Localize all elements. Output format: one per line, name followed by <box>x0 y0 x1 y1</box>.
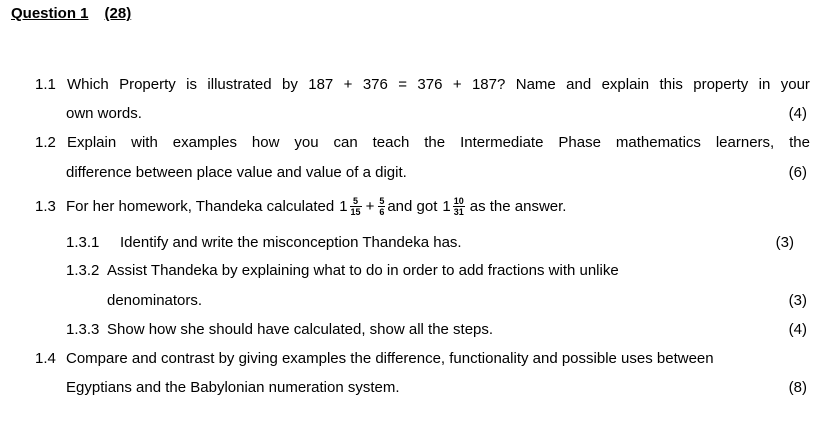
q1-2-word: you <box>294 134 319 151</box>
q1-4-text: Compare and contrast by giving examples the difference, functionality and possible uses between <box>66 350 714 367</box>
q1-1-word: + <box>343 76 353 93</box>
q1-1-word: + <box>452 76 462 93</box>
fraction-5-15 <box>350 196 362 217</box>
q1-3-text-before: For her homework, Thandeka calculated <box>66 198 335 215</box>
q1-2-word: examples <box>172 134 237 151</box>
q1-1-word: Which <box>67 76 109 93</box>
q1-2-marks: (6) <box>788 164 807 181</box>
q1-4-number: 1.4 <box>35 350 56 367</box>
fraction-numerator: 5 <box>379 195 385 206</box>
q1-3-3-number: 1.3.3 <box>66 321 100 338</box>
q1-1-number: 1.1 <box>35 76 56 93</box>
question-total-marks: (28) <box>104 5 132 22</box>
q1-3-text-after: as the answer. <box>469 198 567 215</box>
plus-sign: + <box>365 198 375 215</box>
fraction-denominator: 6 <box>379 206 385 217</box>
q1-1-word: = <box>398 76 407 93</box>
q1-1-word: 376 <box>362 76 388 93</box>
q1-1-line1 <box>67 76 810 94</box>
q1-2-word: teach <box>372 134 410 151</box>
q1-2-word: Explain <box>67 134 117 151</box>
q1-1-word: 376 <box>417 76 443 93</box>
fraction-5-6 <box>378 196 385 217</box>
q1-3-2-text: Assist Thandeka by explaining what to do in order to add fractions with unlike <box>107 262 619 279</box>
q1-2-word: the <box>789 134 810 151</box>
q1-2-line2: difference between place value and value of a digit. <box>66 164 407 181</box>
q1-3-2-marks: (3) <box>788 292 807 309</box>
q1-1-word: your <box>780 76 810 93</box>
q1-2-word: the <box>424 134 446 151</box>
q1-3-2-line2: denominators. <box>107 292 203 309</box>
q1-1-marks: (4) <box>788 105 807 122</box>
q1-2-word: can <box>333 134 358 151</box>
q1-1-word: explain <box>601 76 650 93</box>
q1-3-1-number: 1.3.1 <box>66 234 100 251</box>
q1-3-number: 1.3 <box>35 198 56 215</box>
q1-3-1-text: Identify and write the misconception Thandeka has. <box>120 234 462 251</box>
q1-3-2-number: 1.3.2 <box>66 262 100 279</box>
q1-4-marks: (8) <box>788 379 807 396</box>
q1-1-word: 187? <box>471 76 506 93</box>
q1-1-word: in <box>758 76 771 93</box>
q1-1-word: Property <box>119 76 176 93</box>
q1-2-word: with <box>131 134 158 151</box>
q1-2-word: learners, <box>715 134 775 151</box>
q1-4-line2: Egyptians and the Babylonian numeration system. <box>66 379 400 396</box>
q1-1-word: illustrated <box>207 76 272 93</box>
q1-1-word: 187 <box>308 76 334 93</box>
q1-3-1-marks: (3) <box>775 234 794 251</box>
q1-1-word: is <box>186 76 198 93</box>
q1-2-word: Intermediate <box>460 134 544 151</box>
fraction-10-31 <box>453 196 465 217</box>
question-title <box>11 5 131 22</box>
q1-2-word: mathematics <box>615 134 701 151</box>
q1-1-word: Name <box>515 76 556 93</box>
q1-1-word: and <box>566 76 592 93</box>
q1-3-whole1: 1 <box>339 198 348 215</box>
q1-3-3-marks: (4) <box>788 321 807 338</box>
q1-2-line1 <box>67 134 810 152</box>
fraction-denominator: 31 <box>453 206 464 217</box>
q1-3-text-mid: and got <box>387 198 438 215</box>
q1-3-whole2: 1 <box>442 198 451 215</box>
fraction-numerator: 5 <box>350 196 362 207</box>
fraction-numerator: 10 <box>453 195 464 206</box>
question-label: Question 1 <box>11 5 89 22</box>
q1-3-3-text: Show how she should have calculated, show all the steps. <box>107 321 494 338</box>
q1-1-word: property <box>693 76 749 93</box>
q1-2-number: 1.2 <box>35 134 56 151</box>
fraction-denominator: 15 <box>350 206 361 217</box>
q1-1-word: this <box>659 76 683 93</box>
q1-1-word: by <box>282 76 298 93</box>
q1-2-word: Phase <box>558 134 601 151</box>
q1-2-word: how <box>251 134 280 151</box>
q1-1-line2: own words. <box>66 105 142 122</box>
q1-3-line1 <box>66 190 566 224</box>
